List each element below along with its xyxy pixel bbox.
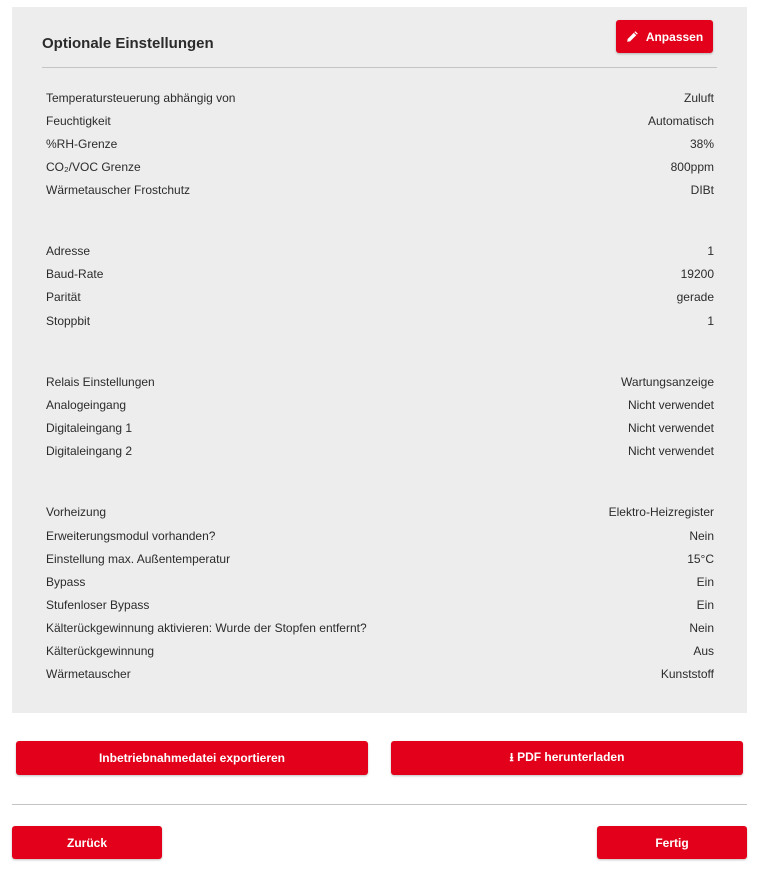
setting-label: %RH-Grenze <box>46 137 118 151</box>
setting-row-bypass <box>46 572 714 592</box>
setting-value: Nein <box>689 529 714 543</box>
setting-row-digital-input-1 <box>46 418 714 438</box>
setting-value: 1 <box>707 244 714 258</box>
setting-label: Baud-Rate <box>46 267 104 281</box>
setting-label: CO₂/VOC Grenze <box>46 160 141 174</box>
setting-label: Wärmetauscher Frostchutz <box>46 183 191 197</box>
setting-row-address <box>46 241 714 261</box>
setting-value: Elektro-Heizregister <box>608 505 714 519</box>
setting-row-relay <box>46 372 714 392</box>
setting-label: Relais Einstellungen <box>46 375 155 389</box>
setting-label: Kälterückgewinnung <box>46 644 155 658</box>
page-divider <box>12 804 747 805</box>
setting-label: Vorheizung <box>46 505 107 519</box>
setting-row-humidity <box>46 111 714 131</box>
setting-row-temperature-control <box>46 88 714 108</box>
setting-row-rh-limit <box>46 134 714 154</box>
optional-settings-panel <box>12 7 747 713</box>
setting-value: Nicht verwendet <box>627 398 714 412</box>
edit-button-label: Anpassen <box>645 29 704 44</box>
panel-divider <box>42 67 717 68</box>
setting-label: Digitaleingang 1 <box>46 421 133 435</box>
setting-row-stepless-bypass <box>46 595 714 615</box>
setting-label: Digitaleingang 2 <box>46 444 133 458</box>
setting-value: DIBt <box>690 183 714 197</box>
setting-row-heat-exchanger <box>46 664 714 684</box>
setting-value: Ein <box>696 575 714 589</box>
setting-row-analog-input <box>46 395 714 415</box>
setting-value: Ein <box>696 598 714 612</box>
back-button[interactable]: Zurück <box>12 826 162 859</box>
setting-row-digital-input-2 <box>46 441 714 461</box>
setting-row-baud-rate <box>46 264 714 284</box>
setting-label: Stufenloser Bypass <box>46 598 150 612</box>
finish-button[interactable]: Fertig <box>597 826 747 859</box>
setting-label: Adresse <box>46 244 91 258</box>
section-title: Optionale Einstellungen <box>42 35 214 52</box>
setting-label: Einstellung max. Außentemperatur <box>46 552 231 566</box>
setting-label: Kälterückgewinnung aktivieren: Wurde der Stopfen entfernt? <box>46 621 367 635</box>
setting-value: 15°C <box>687 552 714 566</box>
setting-row-cold-recovery-stopper <box>46 618 714 638</box>
setting-value: Zuluft <box>683 91 714 105</box>
setting-value: gerade <box>676 290 714 304</box>
setting-row-max-outdoor-temperature <box>46 549 714 569</box>
pencil-icon <box>626 30 639 43</box>
setting-value: 38% <box>689 137 714 151</box>
setting-value: Nicht verwendet <box>627 444 714 458</box>
setting-row-parity <box>46 287 714 307</box>
setting-label: Parität <box>46 290 81 304</box>
setting-value: 1 <box>707 314 714 328</box>
setting-label: Temperatursteuerung abhängig von <box>46 91 236 105</box>
edit-button[interactable] <box>616 20 713 53</box>
setting-value: Automatisch <box>647 114 714 128</box>
setting-label: Analogeingang <box>46 398 127 412</box>
setting-value: Wartungsanzeige <box>621 375 714 389</box>
setting-row-preheating <box>46 502 714 522</box>
setting-row-frost-protection <box>46 180 714 200</box>
setting-row-stop-bit <box>46 311 714 331</box>
setting-value: Kunststoff <box>660 667 714 681</box>
setting-value: Nein <box>689 621 714 635</box>
setting-label: Wärmetauscher <box>46 667 131 681</box>
setting-value: Aus <box>693 644 714 658</box>
setting-row-extension-module <box>46 526 714 546</box>
setting-row-co2-voc-limit <box>46 157 714 177</box>
export-commissioning-file-button[interactable]: Inbetriebnahmedatei exportieren <box>16 741 368 775</box>
setting-row-cold-recovery <box>46 641 714 661</box>
setting-label: Erweiterungsmodul vorhanden? <box>46 529 216 543</box>
setting-label: Feuchtigkeit <box>46 114 111 128</box>
download-pdf-button[interactable]: ⭳ PDF herunterladen <box>391 741 743 775</box>
setting-label: Stoppbit <box>46 314 91 328</box>
setting-value: Nicht verwendet <box>627 421 714 435</box>
setting-value: 19200 <box>680 267 714 281</box>
setting-label: Bypass <box>46 575 86 589</box>
setting-value: 800ppm <box>670 160 714 174</box>
